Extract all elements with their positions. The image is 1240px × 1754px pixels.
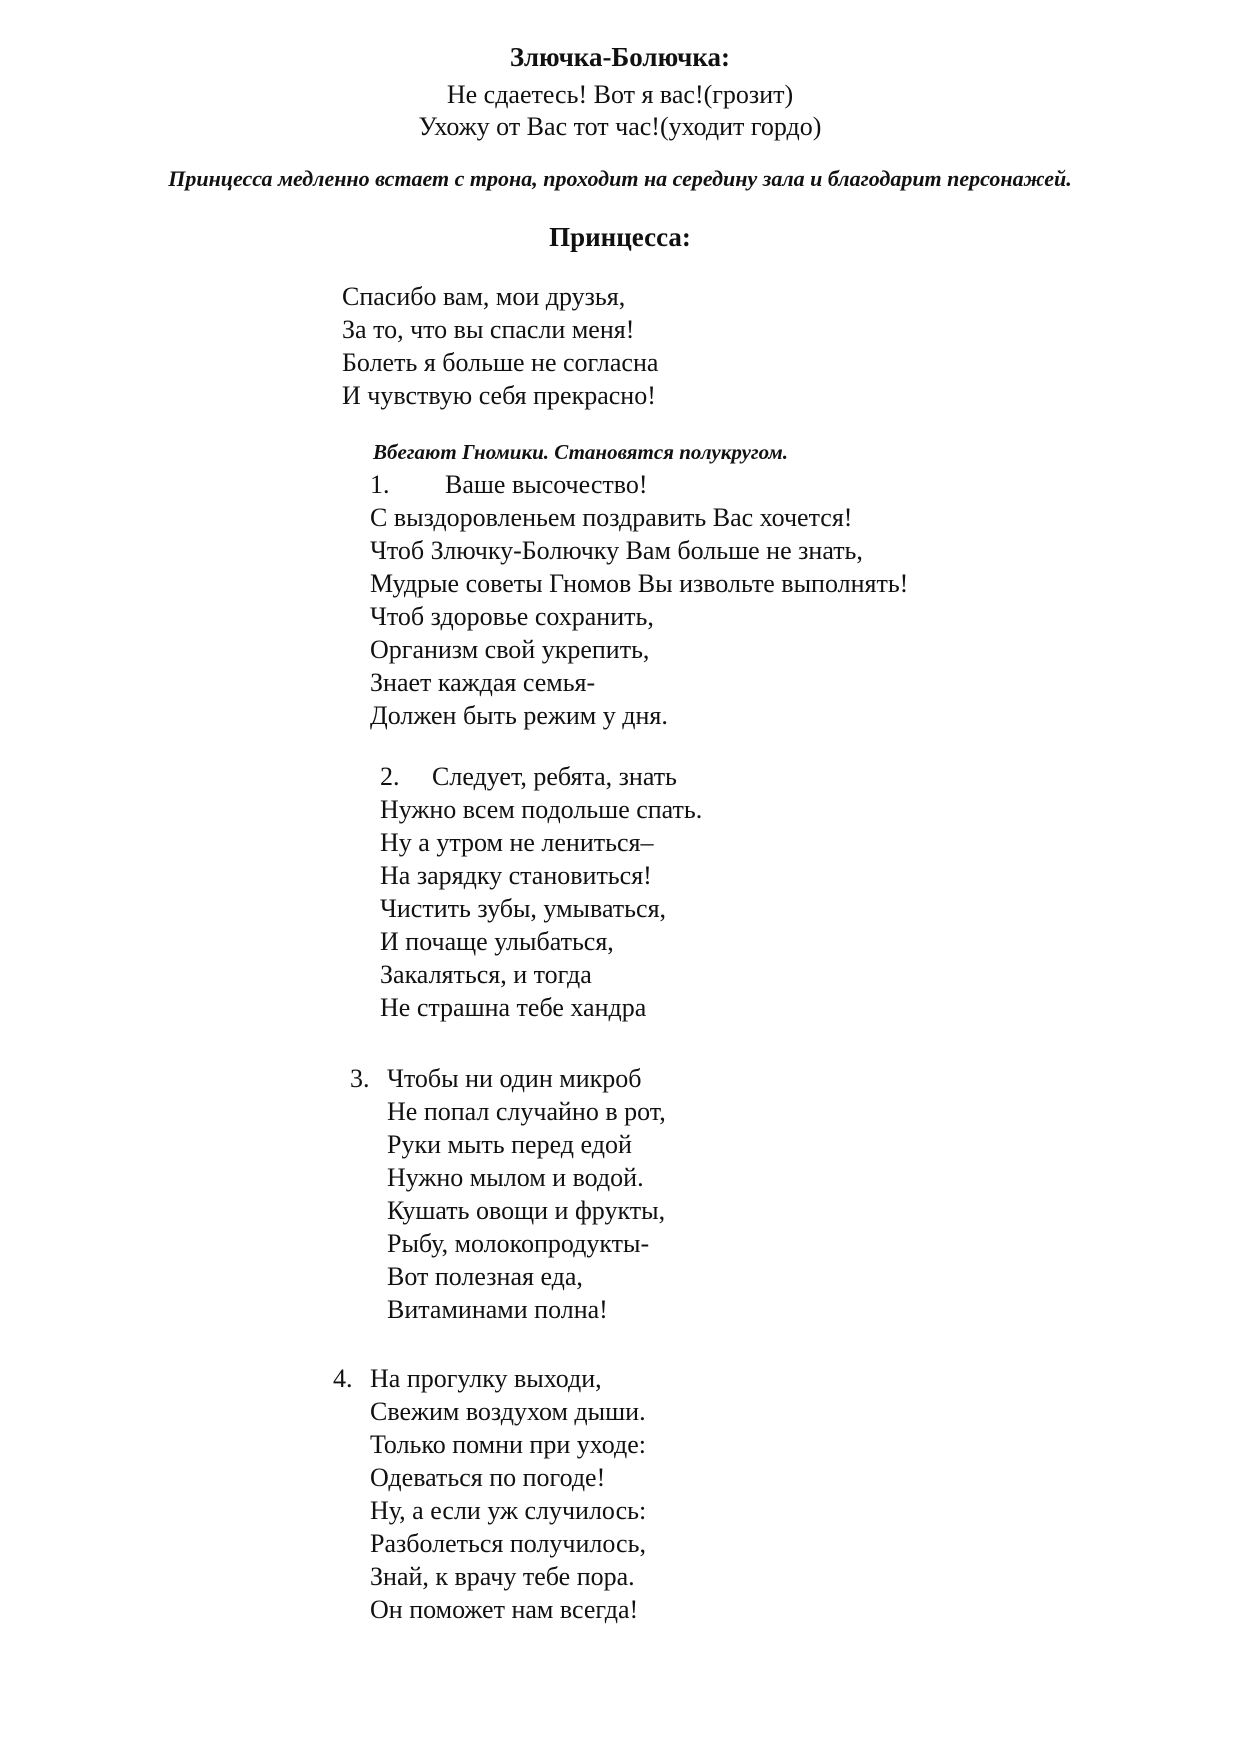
stanza-line: Витаминами полна! <box>387 1295 608 1324</box>
stanza-line: Чистить зубы, умываться, <box>380 894 667 923</box>
stanza-line: Разболеться получилось, <box>370 1529 646 1558</box>
stage-direction-gnomes: Вбегают Гномики. Становятся полукругом. <box>373 440 788 464</box>
stanza-first-line <box>350 1062 666 1095</box>
stanza-line: Не страшна тебе хандра <box>380 993 647 1022</box>
stanza-2 <box>380 760 702 1024</box>
speaker-princess: Принцесса: <box>549 222 691 252</box>
stanza-line: Руки мыть перед едой <box>387 1130 632 1159</box>
stanza-3 <box>350 1062 666 1326</box>
stanza-line: Чтоб здоровье сохранить, <box>370 602 654 631</box>
princess-line: Спасибо вам, мои друзья, <box>342 282 626 311</box>
stanza-first-line <box>333 1362 646 1395</box>
speaker-zlyuchka: Злючка-Болючка: <box>509 42 731 72</box>
stanza-line: Одеваться по погоде! <box>370 1463 606 1492</box>
stanza-1 <box>370 468 908 732</box>
stanza-line: Рыбу, молокопродукты- <box>387 1229 650 1258</box>
stage-direction: Принцесса медленно встает с трона, проходит на середину зала и благодарит персонажей. <box>168 166 1072 191</box>
princess-stanza <box>342 280 658 412</box>
princess-line: Болеть я больше не согласна <box>342 348 659 377</box>
stanza-line: На зарядку становиться! <box>380 861 652 890</box>
stanza-line: Знай, к врачу тебе пора. <box>370 1562 635 1591</box>
stanza-line: Он поможет нам всегда! <box>370 1595 639 1624</box>
stanza-line: На прогулку выходи, <box>370 1364 602 1393</box>
stanza-4 <box>333 1362 646 1626</box>
stanza-line: С выздоровленьем поздравить Вас хочется! <box>370 503 853 532</box>
stanza-line: Только помни при уходе: <box>370 1430 647 1459</box>
stanza-line: Ваше высочество! <box>445 470 648 499</box>
stanza-line: Мудрые советы Гномов Вы извольте выполнять! <box>370 569 909 598</box>
stanza-number: 4. <box>333 1364 353 1393</box>
stanza-line: Не попал случайно в рот, <box>387 1097 666 1126</box>
stanza-line: Должен быть режим у дня. <box>370 701 668 730</box>
stanza-line: Чтобы ни один микроб <box>387 1064 642 1093</box>
stanza-first-line <box>380 760 702 793</box>
stanza-line: Нужно мылом и водой. <box>387 1163 644 1192</box>
princess-line: За то, что вы спасли меня! <box>342 315 635 344</box>
stanza-number: 1. <box>370 470 390 499</box>
stanza-first-line <box>370 468 908 501</box>
stanza-line: Ну, а если уж случилось: <box>370 1496 647 1525</box>
stanza-line: Закаляться, и тогда <box>380 960 592 989</box>
stanza-line: Свежим воздухом дыши. <box>370 1397 646 1426</box>
stanza-line: Вот полезная еда, <box>387 1262 583 1291</box>
stanza-line: Следует, ребята, знать <box>432 762 677 791</box>
stanza-line: Нужно всем подольше спать. <box>380 795 703 824</box>
stanza-line: Организм свой укрепить, <box>370 635 650 664</box>
stanza-line: Кушать овощи и фрукты, <box>387 1196 666 1225</box>
zlyuchka-line-2: Ухожу от Вас тот час!(уходит гордо) <box>418 112 822 141</box>
stanza-line: И почаще улыбаться, <box>380 927 614 956</box>
stanza-line: Чтоб Злючку-Болючку Вам больше не знать, <box>370 536 863 565</box>
stanza-number: 2. <box>380 762 400 791</box>
zlyuchka-line-1: Не сдаетесь! Вот я вас!(грозит) <box>446 80 794 109</box>
stanza-line: Знает каждая семья- <box>370 668 596 697</box>
princess-line: И чувствую себя прекрасно! <box>342 381 656 410</box>
stanza-number: 3. <box>350 1064 370 1093</box>
stanza-line: Ну а утром не лениться– <box>380 828 654 857</box>
